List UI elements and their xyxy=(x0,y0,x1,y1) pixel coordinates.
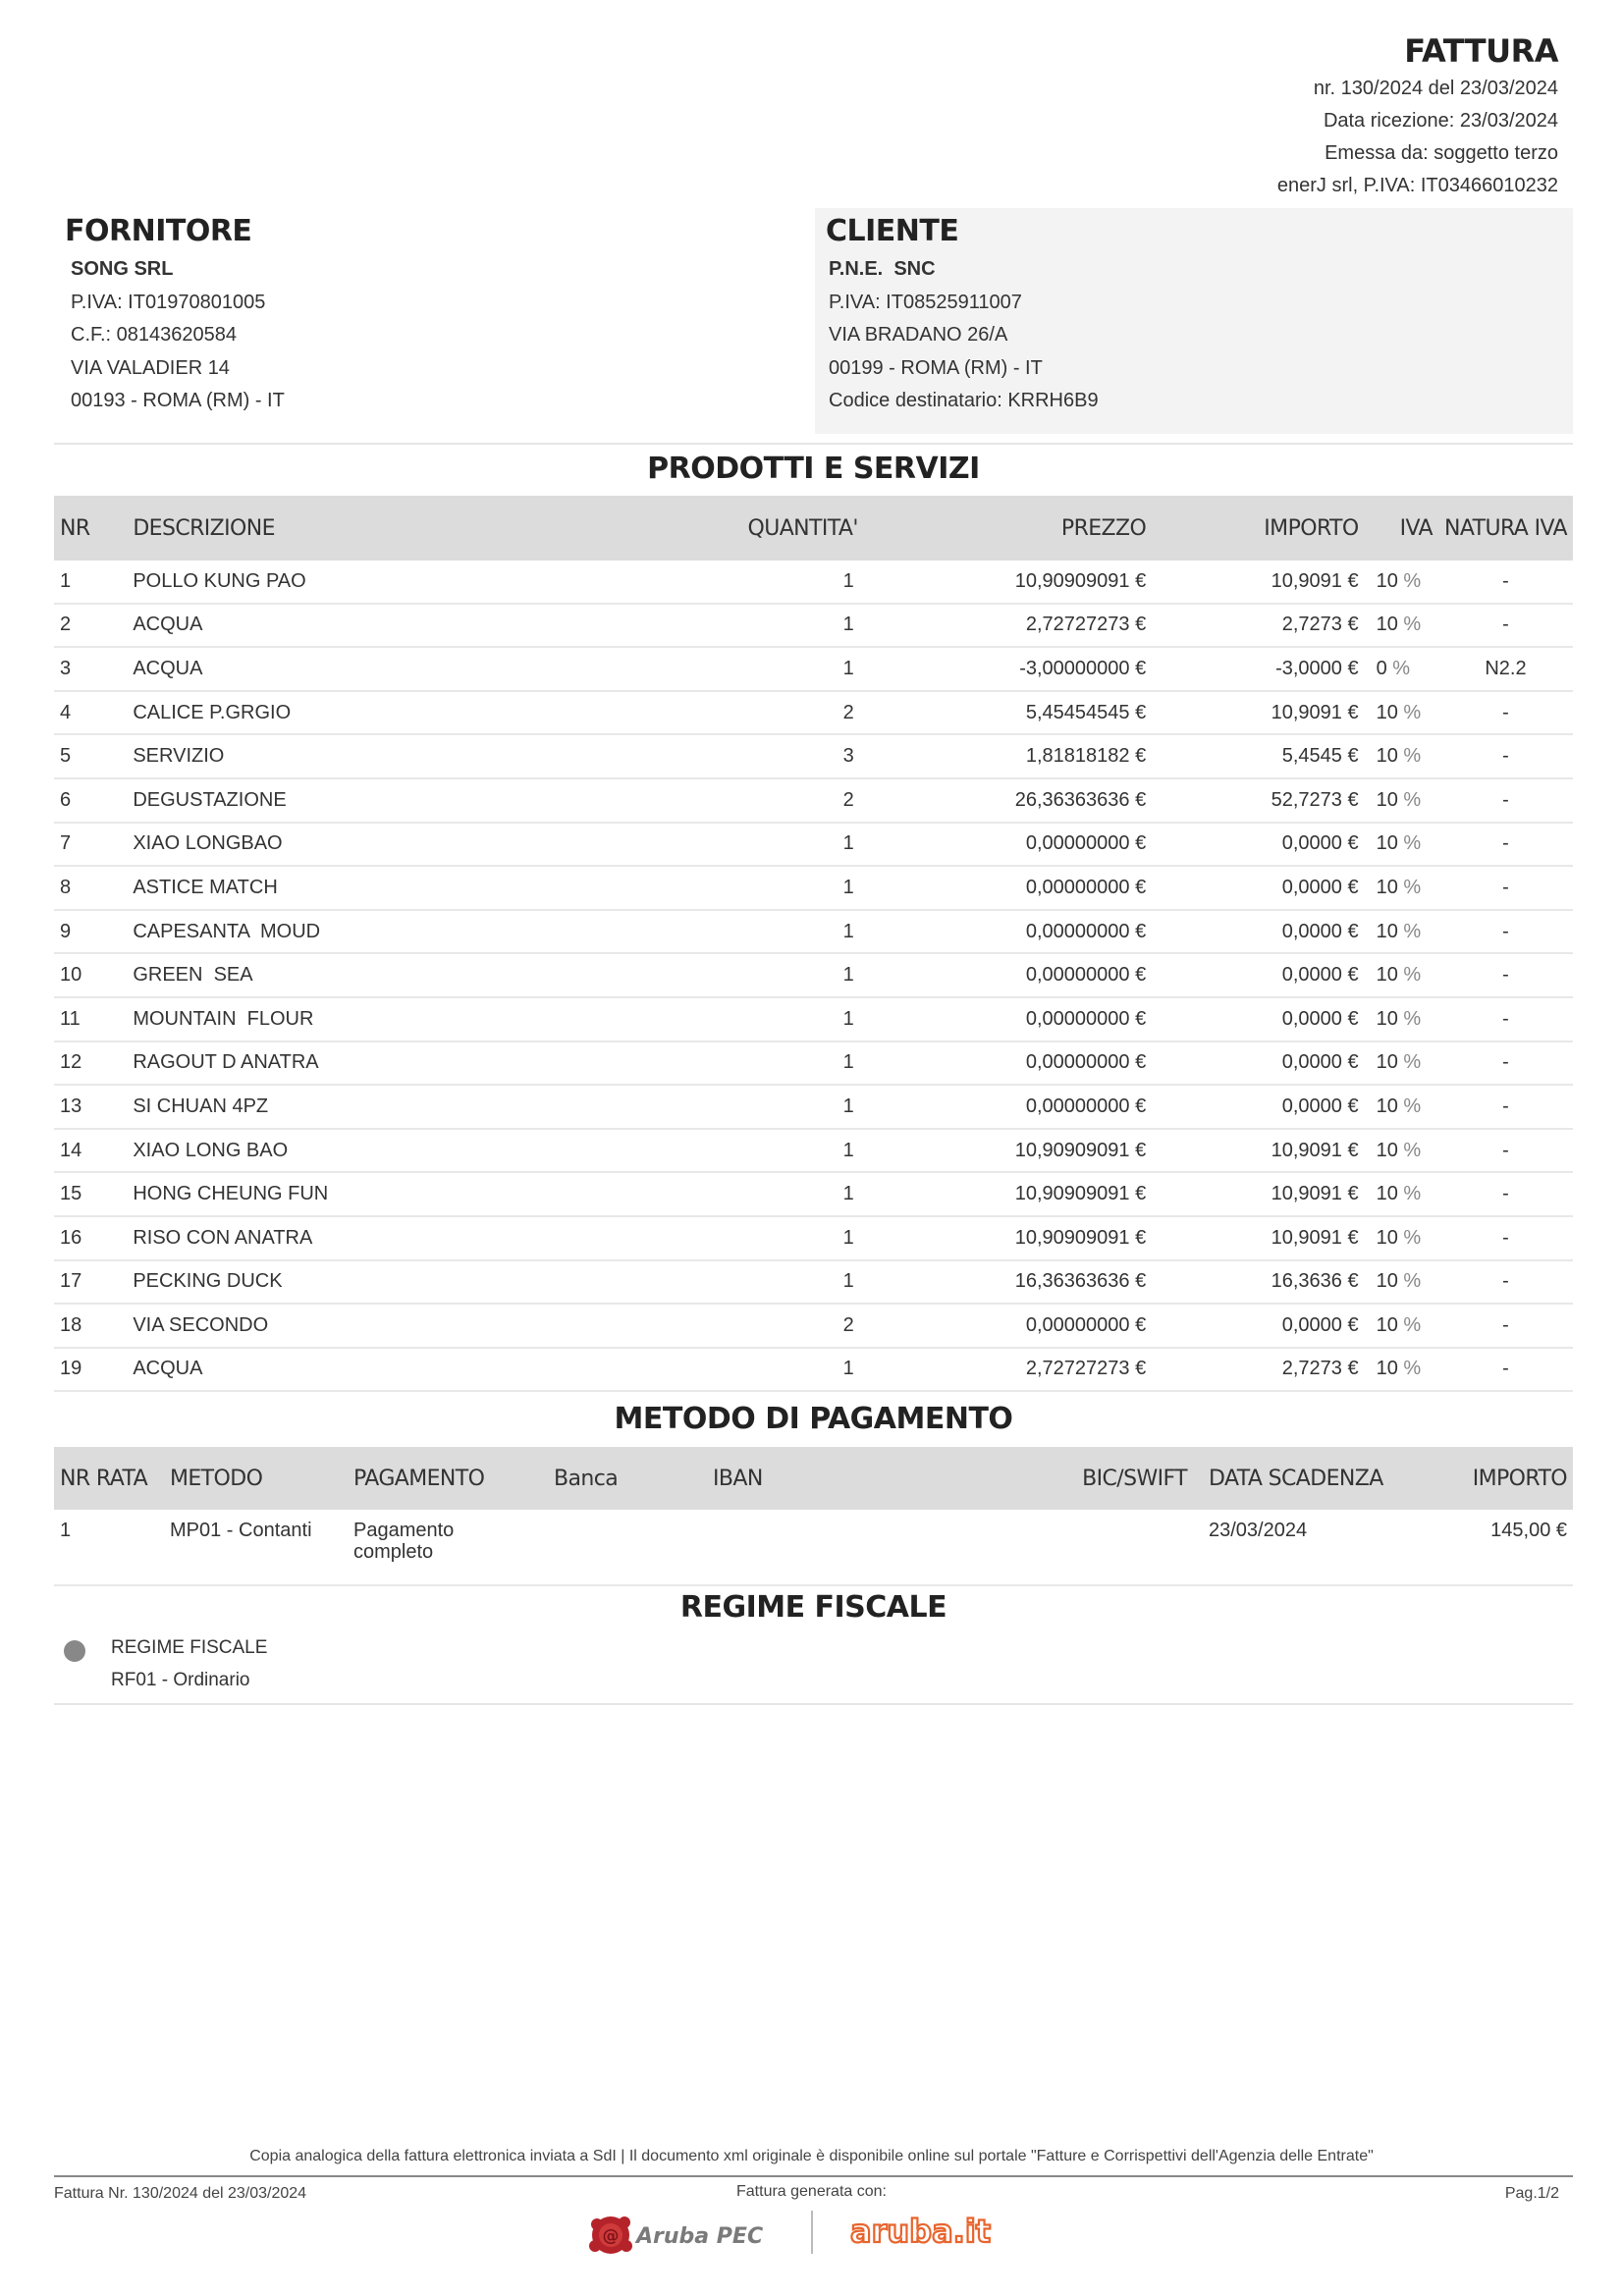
row-quantity: 3 xyxy=(641,734,864,778)
row-price: 16,36363636 € xyxy=(864,1260,1152,1305)
vat-rate-value: 10 xyxy=(1376,614,1398,636)
row-description: VIA SECONDO xyxy=(127,1304,641,1348)
divider xyxy=(54,443,1573,445)
regime-section-title: REGIME FISCALE xyxy=(679,1590,947,1625)
row-vat-nature: - xyxy=(1438,910,1573,954)
row-quantity: 2 xyxy=(641,778,864,823)
row-quantity: 1 xyxy=(641,1129,864,1173)
regime-value: RF01 - Ordinario xyxy=(111,1670,250,1690)
vat-percent-sign: % xyxy=(1403,1313,1422,1336)
vat-percent-sign: % xyxy=(1392,657,1411,679)
row-vat-nature: - xyxy=(1438,823,1573,867)
row-price: 0,00000000 € xyxy=(864,1085,1152,1129)
row-vat-nature: - xyxy=(1438,1041,1573,1086)
row-quantity: 1 xyxy=(641,1216,864,1260)
payment-section-title: METODO DI PAGAMENTO xyxy=(614,1402,1013,1436)
row-quantity: 1 xyxy=(641,1041,864,1086)
row-amount: 2,7273 € xyxy=(1152,604,1364,648)
row-vat-nature: - xyxy=(1438,953,1573,997)
vat-rate-value: 10 xyxy=(1376,745,1398,768)
vat-rate-value: 10 xyxy=(1376,1139,1398,1161)
row-vat-nature: - xyxy=(1438,1304,1573,1348)
row-price: -3,00000000 € xyxy=(864,647,1152,691)
supplier-tax-code: C.F.: 08143620584 xyxy=(71,324,238,346)
row-vat xyxy=(1365,1172,1438,1216)
row-vat xyxy=(1365,561,1438,604)
vat-percent-sign: % xyxy=(1403,614,1422,636)
divider xyxy=(54,1703,1573,1705)
invoice-title: FATTURA xyxy=(1404,32,1558,70)
vat-rate-value: 10 xyxy=(1376,1095,1398,1117)
payment-amount: 145,00 € xyxy=(1409,1510,1573,1585)
table-row xyxy=(54,561,1573,604)
row-price: 10,90909091 € xyxy=(864,561,1152,604)
row-price: 1,81818182 € xyxy=(864,734,1152,778)
invoice-number: nr. 130/2024 del 23/03/2024 xyxy=(1313,78,1558,99)
row-nr: 10 xyxy=(54,953,127,997)
supplier-name: SONG SRL xyxy=(71,258,174,280)
vat-percent-sign: % xyxy=(1403,745,1422,768)
row-nr: 18 xyxy=(54,1304,127,1348)
row-nr: 16 xyxy=(54,1216,127,1260)
row-vat xyxy=(1365,734,1438,778)
vat-rate-value: 10 xyxy=(1376,964,1398,987)
payment-bank xyxy=(548,1510,707,1585)
vat-percent-sign: % xyxy=(1403,1270,1422,1293)
col-header-price: PREZZO xyxy=(864,496,1152,561)
vat-percent-sign: % xyxy=(1403,1095,1422,1117)
row-vat xyxy=(1365,647,1438,691)
row-vat xyxy=(1365,910,1438,954)
col-header-description: DESCRIZIONE xyxy=(127,496,641,561)
table-row xyxy=(54,734,1573,778)
row-quantity: 1 xyxy=(641,997,864,1041)
row-quantity: 1 xyxy=(641,866,864,910)
row-amount: 0,0000 € xyxy=(1152,910,1364,954)
vat-rate-value: 10 xyxy=(1376,1358,1398,1380)
row-nr: 4 xyxy=(54,691,127,735)
receipt-date: Data ricezione: 23/03/2024 xyxy=(1323,110,1558,132)
table-row xyxy=(54,647,1573,691)
vat-rate-value: 10 xyxy=(1376,788,1398,811)
client-recipient-code: Codice destinatario: KRRH6B9 xyxy=(829,390,1099,411)
row-price: 10,90909091 € xyxy=(864,1216,1152,1260)
row-price: 0,00000000 € xyxy=(864,823,1152,867)
row-quantity: 1 xyxy=(641,561,864,604)
col-header-method: METODO xyxy=(164,1447,348,1510)
footer-divider xyxy=(54,2175,1573,2177)
vat-percent-sign: % xyxy=(1403,876,1422,898)
row-vat xyxy=(1365,1085,1438,1129)
invoice-header xyxy=(1277,29,1558,202)
row-vat xyxy=(1365,1304,1438,1348)
col-header-quantity: QUANTITA' xyxy=(641,496,864,561)
row-nr: 5 xyxy=(54,734,127,778)
table-row xyxy=(54,823,1573,867)
aruba-it-logo xyxy=(846,2207,1003,2258)
row-price: 0,00000000 € xyxy=(864,1304,1152,1348)
row-amount: 0,0000 € xyxy=(1152,953,1364,997)
supplier-address: VIA VALADIER 14 xyxy=(71,356,230,379)
issued-by: Emessa da: soggetto terzo xyxy=(1325,142,1558,164)
payment-header-row xyxy=(54,1447,1573,1510)
row-description: CAPESANTA MOUD xyxy=(127,910,641,954)
col-header-amount: IMPORTO xyxy=(1152,496,1364,561)
logo-separator xyxy=(811,2211,813,2254)
supplier-city: 00193 - ROMA (RM) - IT xyxy=(71,390,285,411)
row-quantity: 1 xyxy=(641,1172,864,1216)
products-section-title: PRODOTTI E SERVIZI xyxy=(647,452,980,486)
client-block xyxy=(815,208,1573,434)
vat-rate-value: 10 xyxy=(1376,1313,1398,1336)
payment-table xyxy=(54,1447,1573,1586)
supplier-title: FORNITORE xyxy=(65,214,252,248)
table-row xyxy=(54,1216,1573,1260)
row-amount: 0,0000 € xyxy=(1152,1304,1364,1348)
row-vat xyxy=(1365,778,1438,823)
table-row xyxy=(54,1041,1573,1086)
row-vat xyxy=(1365,604,1438,648)
regime-label: REGIME FISCALE xyxy=(111,1637,268,1658)
row-description: ACQUA xyxy=(127,647,641,691)
payment-installment: 1 xyxy=(54,1510,164,1585)
vat-percent-sign: % xyxy=(1403,1226,1422,1249)
row-vat xyxy=(1365,866,1438,910)
svg-text:@: @ xyxy=(602,2226,620,2246)
bullet-icon xyxy=(64,1640,85,1662)
row-nr: 7 xyxy=(54,823,127,867)
row-description: SI CHUAN 4PZ xyxy=(127,1085,641,1129)
row-vat xyxy=(1365,1041,1438,1086)
row-amount: 0,0000 € xyxy=(1152,1041,1364,1086)
row-price: 2,72727273 € xyxy=(864,1348,1152,1392)
col-header-iban: IBAN xyxy=(707,1447,1056,1510)
row-vat-nature: - xyxy=(1438,866,1573,910)
col-header-nr: NR xyxy=(54,496,127,561)
row-vat-nature: - xyxy=(1438,1085,1573,1129)
row-nr: 12 xyxy=(54,1041,127,1086)
footer-generated-with: Fattura generata con: xyxy=(736,2183,887,2200)
client-address: VIA BRADANO 26/A xyxy=(829,324,1008,346)
table-row xyxy=(54,1172,1573,1216)
row-nr: 9 xyxy=(54,910,127,954)
row-amount: 10,9091 € xyxy=(1152,1172,1364,1216)
row-amount: 52,7273 € xyxy=(1152,778,1364,823)
vat-rate-value: 10 xyxy=(1376,701,1398,723)
row-vat xyxy=(1365,953,1438,997)
footer-invoice-ref: Fattura Nr. 130/2024 del 23/03/2024 xyxy=(54,2185,307,2202)
row-vat xyxy=(1365,823,1438,867)
payment-type-line1: Pagamento xyxy=(353,1520,455,1541)
vat-percent-sign: % xyxy=(1403,788,1422,811)
vat-percent-sign: % xyxy=(1403,1139,1422,1161)
row-vat xyxy=(1365,1216,1438,1260)
row-quantity: 1 xyxy=(641,647,864,691)
row-price: 5,45454545 € xyxy=(864,691,1152,735)
row-description: XIAO LONGBAO xyxy=(127,823,641,867)
vat-percent-sign: % xyxy=(1403,1007,1422,1030)
table-row xyxy=(54,910,1573,954)
vat-rate-value: 10 xyxy=(1376,1183,1398,1205)
vat-rate-value: 10 xyxy=(1376,832,1398,855)
row-price: 2,72727273 € xyxy=(864,604,1152,648)
payment-method: MP01 - Contanti xyxy=(164,1510,348,1585)
col-header-payment-amount: IMPORTO xyxy=(1409,1447,1573,1510)
payment-type xyxy=(348,1510,548,1585)
row-nr: 2 xyxy=(54,604,127,648)
payment-type-line2: completo xyxy=(353,1541,434,1563)
row-nr: 8 xyxy=(54,866,127,910)
row-price: 10,90909091 € xyxy=(864,1129,1152,1173)
row-quantity: 2 xyxy=(641,691,864,735)
row-vat xyxy=(1365,1129,1438,1173)
table-row xyxy=(54,997,1573,1041)
row-price: 0,00000000 € xyxy=(864,953,1152,997)
row-quantity: 1 xyxy=(641,1085,864,1129)
row-vat-nature: - xyxy=(1438,604,1573,648)
footer-disclaimer: Copia analogica della fattura elettronica inviata a SdI | Il documento xml originale è disponibile online sul portale "Fatture e Corrispettivi dell'Agenzia delle Entrate" xyxy=(249,2148,1374,2164)
table-row xyxy=(54,1129,1573,1173)
client-city: 00199 - ROMA (RM) - IT xyxy=(829,356,1043,379)
table-row xyxy=(54,1304,1573,1348)
row-nr: 6 xyxy=(54,778,127,823)
row-nr: 3 xyxy=(54,647,127,691)
table-row xyxy=(54,1348,1573,1392)
payment-bic xyxy=(1056,1510,1193,1585)
row-vat xyxy=(1365,997,1438,1041)
vat-percent-sign: % xyxy=(1403,569,1422,592)
vat-rate-value: 10 xyxy=(1376,1270,1398,1293)
row-amount: 5,4545 € xyxy=(1152,734,1364,778)
vat-rate-value: 10 xyxy=(1376,569,1398,592)
row-vat-nature: - xyxy=(1438,1260,1573,1305)
col-header-installment: NR RATA xyxy=(54,1447,164,1510)
vat-rate-value: 10 xyxy=(1376,876,1398,898)
row-quantity: 1 xyxy=(641,1260,864,1305)
vat-percent-sign: % xyxy=(1403,1183,1422,1205)
row-amount: 0,0000 € xyxy=(1152,1085,1364,1129)
row-description: XIAO LONG BAO xyxy=(127,1129,641,1173)
products-table xyxy=(54,496,1573,1392)
row-price: 0,00000000 € xyxy=(864,997,1152,1041)
vat-rate-value: 10 xyxy=(1376,1051,1398,1074)
client-vat: P.IVA: IT08525911007 xyxy=(829,291,1022,313)
col-header-vat-nature: NATURA IVA xyxy=(1438,496,1573,561)
row-vat-nature: - xyxy=(1438,1348,1573,1392)
wax-seal-icon xyxy=(589,2216,632,2254)
row-vat-nature: N2.2 xyxy=(1438,647,1573,691)
row-quantity: 1 xyxy=(641,1348,864,1392)
row-nr: 14 xyxy=(54,1129,127,1173)
payment-iban xyxy=(707,1510,1056,1585)
row-vat-nature: - xyxy=(1438,691,1573,735)
table-row xyxy=(54,866,1573,910)
issuer-info: enerJ srl, P.IVA: IT03466010232 xyxy=(1276,175,1558,196)
col-header-due-date: DATA SCADENZA xyxy=(1193,1447,1409,1510)
vat-percent-sign: % xyxy=(1403,1358,1422,1380)
client-title: CLIENTE xyxy=(826,214,959,248)
row-amount: 0,0000 € xyxy=(1152,823,1364,867)
row-vat-nature: - xyxy=(1438,1129,1573,1173)
row-description: ASTICE MATCH xyxy=(127,866,641,910)
row-nr: 17 xyxy=(54,1260,127,1305)
row-amount: 2,7273 € xyxy=(1152,1348,1364,1392)
row-description: RAGOUT D ANATRA xyxy=(127,1041,641,1086)
row-price: 26,36363636 € xyxy=(864,778,1152,823)
aruba-it-wordmark: aruba.it xyxy=(850,2213,992,2250)
row-amount: 0,0000 € xyxy=(1152,997,1364,1041)
client-name: P.N.E. SNC xyxy=(829,258,936,280)
vat-rate-value: 10 xyxy=(1376,920,1398,942)
table-row xyxy=(54,1085,1573,1129)
row-price: 0,00000000 € xyxy=(864,866,1152,910)
row-description: GREEN SEA xyxy=(127,953,641,997)
row-amount: 10,9091 € xyxy=(1152,561,1364,604)
row-amount: 10,9091 € xyxy=(1152,1129,1364,1173)
products-header-row xyxy=(54,496,1573,561)
aruba-pec-wordmark: Aruba PEC xyxy=(636,2224,764,2249)
row-price: 0,00000000 € xyxy=(864,910,1152,954)
aruba-pec-logo xyxy=(589,2211,785,2258)
col-header-bank: Banca xyxy=(548,1447,707,1510)
vat-rate-value: 10 xyxy=(1376,1226,1398,1249)
row-nr: 13 xyxy=(54,1085,127,1129)
row-description: MOUNTAIN FLOUR xyxy=(127,997,641,1041)
table-row xyxy=(54,691,1573,735)
row-amount: 10,9091 € xyxy=(1152,1216,1364,1260)
table-row xyxy=(54,778,1573,823)
row-amount: 10,9091 € xyxy=(1152,691,1364,735)
row-vat-nature: - xyxy=(1438,997,1573,1041)
row-amount: -3,0000 € xyxy=(1152,647,1364,691)
row-price: 10,90909091 € xyxy=(864,1172,1152,1216)
col-header-vat: IVA xyxy=(1365,496,1438,561)
row-nr: 19 xyxy=(54,1348,127,1392)
row-vat-nature: - xyxy=(1438,561,1573,604)
col-header-payment: PAGAMENTO xyxy=(348,1447,548,1510)
supplier-block xyxy=(54,208,800,434)
row-quantity: 1 xyxy=(641,823,864,867)
row-description: RISO CON ANATRA xyxy=(127,1216,641,1260)
table-row xyxy=(54,1260,1573,1305)
vat-percent-sign: % xyxy=(1403,832,1422,855)
table-row xyxy=(54,604,1573,648)
supplier-vat: P.IVA: IT01970801005 xyxy=(71,291,266,313)
row-nr: 15 xyxy=(54,1172,127,1216)
row-amount: 16,3636 € xyxy=(1152,1260,1364,1305)
page-number: Pag.1/2 xyxy=(1504,2185,1559,2202)
row-vat-nature: - xyxy=(1438,1216,1573,1260)
row-quantity: 1 xyxy=(641,910,864,954)
vat-percent-sign: % xyxy=(1403,920,1422,942)
row-quantity: 1 xyxy=(641,953,864,997)
row-description: POLLO KUNG PAO xyxy=(127,561,641,604)
vat-percent-sign: % xyxy=(1403,701,1422,723)
row-amount: 0,0000 € xyxy=(1152,866,1364,910)
payment-due-date: 23/03/2024 xyxy=(1193,1510,1409,1585)
row-description: HONG CHEUNG FUN xyxy=(127,1172,641,1216)
row-vat-nature: - xyxy=(1438,734,1573,778)
vat-rate-value: 10 xyxy=(1376,1007,1398,1030)
table-row xyxy=(54,953,1573,997)
row-quantity: 1 xyxy=(641,604,864,648)
row-description: ACQUA xyxy=(127,1348,641,1392)
col-header-bic: BIC/SWIFT xyxy=(1056,1447,1193,1510)
vat-rate-value: 0 xyxy=(1376,657,1387,679)
vat-percent-sign: % xyxy=(1403,1051,1422,1074)
row-vat xyxy=(1365,1348,1438,1392)
row-vat-nature: - xyxy=(1438,1172,1573,1216)
row-description: DEGUSTAZIONE xyxy=(127,778,641,823)
row-description: PECKING DUCK xyxy=(127,1260,641,1305)
row-vat xyxy=(1365,691,1438,735)
row-nr: 1 xyxy=(54,561,127,604)
row-vat-nature: - xyxy=(1438,778,1573,823)
row-description: ACQUA xyxy=(127,604,641,648)
vat-percent-sign: % xyxy=(1403,964,1422,987)
row-quantity: 2 xyxy=(641,1304,864,1348)
row-description: CALICE P.GRGIO xyxy=(127,691,641,735)
row-vat xyxy=(1365,1260,1438,1305)
row-description: SERVIZIO xyxy=(127,734,641,778)
row-price: 0,00000000 € xyxy=(864,1041,1152,1086)
row-nr: 11 xyxy=(54,997,127,1041)
payment-row xyxy=(54,1510,1573,1585)
